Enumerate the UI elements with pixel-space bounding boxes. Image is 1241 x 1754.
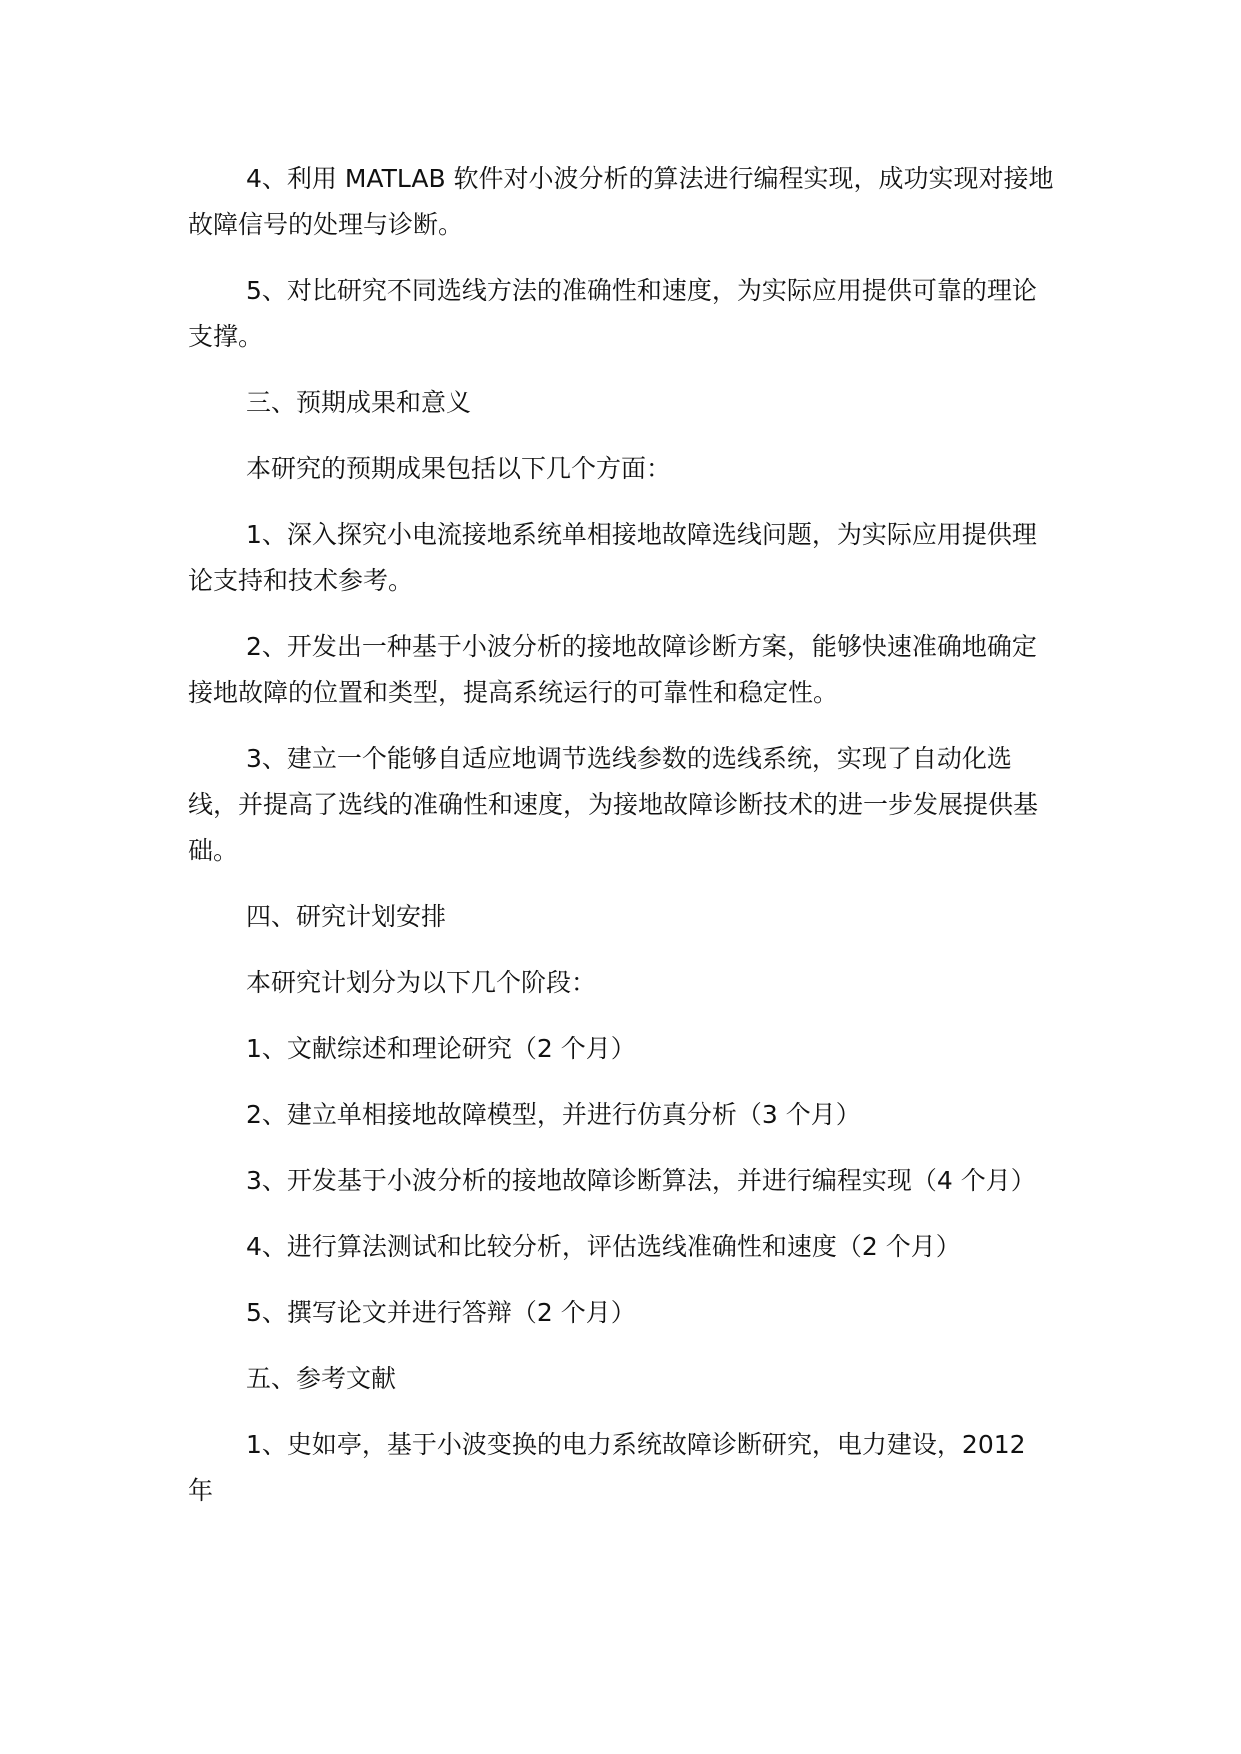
paragraph-item-4-matlab: 4、利用 MATLAB 软件对小波分析的算法进行编程实现，成功实现对接地故障信号的处理与诊断。 xyxy=(188,164,1054,239)
paragraph-result-2: 2、开发出一种基于小波分析的接地故障诊断方案，能够快速准确地确定接地故障的位置和类型，提高系统运行的可靠性和稳定性。 xyxy=(188,632,1037,707)
paragraph-item-5-comparison: 5、对比研究不同选线方法的准确性和速度，为实际应用提供可靠的理论支撑。 xyxy=(188,276,1037,351)
paragraph-plan-intro: 本研究计划分为以下几个阶段： xyxy=(246,968,597,997)
paragraph-plan-stage-2: 2、建立单相接地故障模型，并进行仿真分析（3 个月） xyxy=(246,1100,861,1129)
paragraph-plan-stage-4: 4、进行算法测试和比较分析，评估选线准确性和速度（2 个月） xyxy=(246,1232,961,1261)
section-heading-references: 五、参考文献 xyxy=(246,1364,397,1393)
section-heading-expected-results: 三、预期成果和意义 xyxy=(246,388,472,417)
document-body xyxy=(188,156,1058,1534)
reference-item-1: 1、史如亭，基于小波变换的电力系统故障诊断研究，电力建设，2012 年 xyxy=(188,1430,1026,1505)
section-heading-research-plan: 四、研究计划安排 xyxy=(246,902,447,931)
paragraph-results-intro: 本研究的预期成果包括以下几个方面： xyxy=(246,454,672,483)
paragraph-result-3: 3、建立一个能够自适应地调节选线参数的选线系统，实现了自动化选线，并提高了选线的准确性和速度，为接地故障诊断技术的进一步发展提供基础。 xyxy=(188,744,1039,865)
paragraph-plan-stage-5: 5、撰写论文并进行答辩（2 个月） xyxy=(246,1298,636,1327)
paragraph-plan-stage-1: 1、文献综述和理论研究（2 个月） xyxy=(246,1034,636,1063)
paragraph-plan-stage-3: 3、开发基于小波分析的接地故障诊断算法，并进行编程实现（4 个月） xyxy=(246,1166,1036,1195)
paragraph-result-1: 1、深入探究小电流接地系统单相接地故障选线问题，为实际应用提供理论支持和技术参考。 xyxy=(188,520,1037,595)
